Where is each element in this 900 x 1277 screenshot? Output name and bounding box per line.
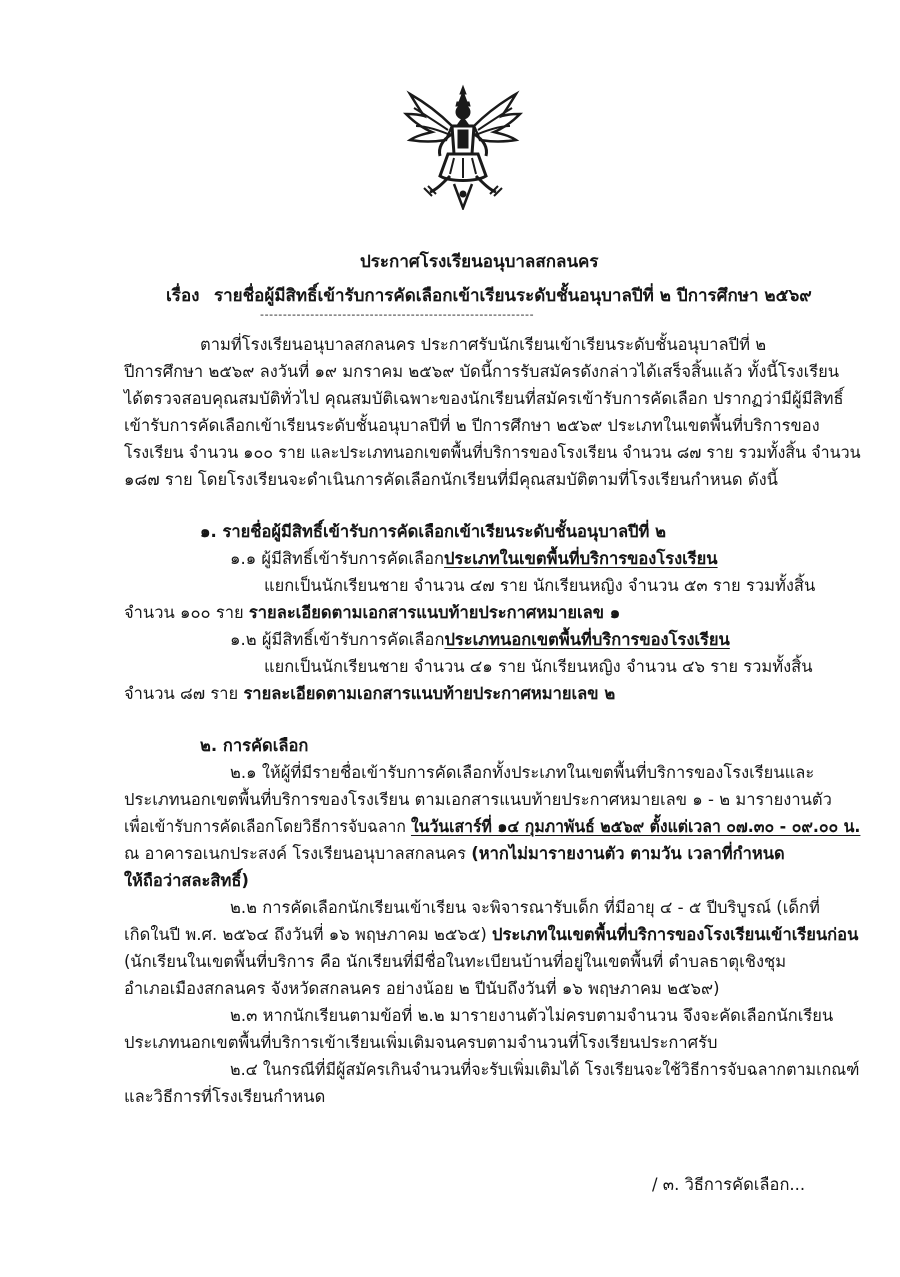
p22-line2	[124, 922, 858, 948]
p21-line4	[124, 841, 785, 867]
intro-line: เข้ารับการคัดเลือกเข้าเรียนระดับชั้นอนุบาลปีที่ ๒ ปีการศึกษา ๒๕๖๙ ประเภทในเขตพื้นที่บริการของ	[124, 416, 820, 435]
item-1-1	[230, 546, 718, 572]
intro-line: ๑๘๗ ราย โดยโรงเรียนจะดำเนินการคัดเลือกนักเรียนที่มีคุณสมบัติตามที่โรงเรียนกำหนด ดังนี้	[124, 470, 778, 489]
item-1-2-count: จำนวน ๘๗ ราย	[124, 684, 244, 703]
p24-line1: ๒.๔ ในกรณีที่มีผู้สมัครเกินจำนวนที่จะรับเพิ่มเติมได้ โรงเรียนจะใช้วิธีการจับฉลากตามเกณฑ์	[230, 1060, 860, 1079]
item-1-2-line1: แยกเป็นนักเรียนชาย จำนวน ๔๑ ราย นักเรียนหญิง จำนวน ๔๖ ราย รวมทั้งสิ้น	[264, 657, 813, 676]
p22-priority: ประเภทในเขตพื้นที่บริการของโรงเรียนเข้าเรียนก่อน	[492, 925, 859, 944]
item-1-1-attachment: รายละเอียดตามเอกสารแนบท้ายประกาศหมายเลข ๑	[248, 603, 621, 622]
item-1-1-count: จำนวน ๑๐๐ ราย	[124, 603, 249, 622]
item-1-2-attachment: รายละเอียดตามเอกสารแนบท้ายประกาศหมายเลข ๒	[243, 684, 616, 703]
announcement-title: ประกาศโรงเรียนอนุบาลสกลนคร	[360, 252, 599, 272]
p21-line2: ประเภทนอกเขตพื้นที่บริการของโรงเรียน ตามเอกสารแนบท้ายประกาศหมายเลข ๑ - ๒ มารายงานตัว	[124, 790, 832, 809]
p21-method: เพื่อเข้ารับการคัดเลือกโดยวิธีการจับฉลาก	[124, 817, 411, 836]
p21-warning: (หากไม่มารายงานตัว ตามวัน เวลาที่กำหนด	[471, 844, 785, 863]
intro-line: ตามที่โรงเรียนอนุบาลสกลนคร ประกาศรับนักเรียนเข้าเรียนระดับชั้นอนุบาลปีที่ ๒	[200, 335, 767, 354]
item-1-2	[230, 627, 730, 653]
p21-line3	[124, 814, 860, 840]
item-1-2-lead: ๑.๒ ผู้มีสิทธิ์เข้ารับการคัดเลือก	[230, 630, 445, 649]
item-1-1-line2	[124, 600, 620, 626]
item-1-2-type: ประเภทนอกเขตพื้นที่บริการของโรงเรียน	[444, 630, 730, 649]
intro-line: โรงเรียน จำนวน ๑๐๐ ราย และประเภทนอกเขตพื้นที่บริการของโรงเรียน จำนวน ๘๗ ราย รวมทั้งสิ้น จำนวน	[124, 443, 861, 462]
item-1-2-line2	[124, 681, 615, 707]
p23-line2: ประเภทนอกเขตพื้นที่บริการเข้าเรียนเพิ่มเติมจนครบตามจำนวนที่โรงเรียนประกาศรับ	[124, 1033, 718, 1052]
item-1-1-type: ประเภทในเขตพื้นที่บริการของโรงเรียน	[444, 549, 718, 568]
next-page-marker: / ๓. วิธีการคัดเลือก...	[652, 1175, 806, 1194]
section2-heading: ๒. การคัดเลือก	[200, 736, 309, 755]
subject-prefix: เรื่อง	[166, 286, 200, 306]
p21-line5: ให้ถือว่าสละสิทธิ์)	[124, 871, 249, 890]
p24-line2: และวิธีการที่โรงเรียนกำหนด	[124, 1087, 326, 1106]
intro-line: ได้ตรวจสอบคุณสมบัติทั่วไป คุณสมบัติเฉพาะของนักเรียนที่สมัครเข้ารับการคัดเลือก ปรากฏว่ามีผู้มีสิทธิ์	[124, 389, 844, 408]
p21-line1: ๒.๑ ให้ผู้ที่มีรายชื่อเข้ารับการคัดเลือกทั้งประเภทในเขตพื้นที่บริการของโรงเรียนและ	[230, 763, 815, 782]
item-1-1-lead: ๑.๑ ผู้มีสิทธิ์เข้ารับการคัดเลือก	[230, 549, 445, 568]
subject-line: รายชื่อผู้มีสิทธิ์เข้ารับการคัดเลือกเข้าเรียนระดับชั้นอนุบาลปีที่ ๒ ปีการศึกษา ๒๕๖๙	[214, 286, 812, 306]
intro-line: ปีการศึกษา ๒๕๖๙ ลงวันที่ ๑๙ มกราคม ๒๕๖๙ บัดนี้การรับสมัครดังกล่าวได้เสร็จสิ้นแล้ว ทั้งนี้โรงเรียน	[124, 362, 840, 381]
item-1-1-line1: แยกเป็นนักเรียนชาย จำนวน ๔๗ ราย นักเรียนหญิง จำนวน ๕๓ ราย รวมทั้งสิ้น	[264, 576, 816, 595]
p22-line1: ๒.๒ การคัดเลือกนักเรียนเข้าเรียน จะพิจารณารับเด็ก ที่มีอายุ ๔ - ๕ ปีบริบูรณ์ (เด็กที่	[230, 898, 820, 917]
garuda-emblem-icon	[402, 84, 524, 210]
p22-line4: อำเภอเมืองสกลนคร จังหวัดสกลนคร อย่างน้อย ๒ ปีนับถึงวันที่ ๑๖ พฤษภาคม ๒๕๖๙)	[124, 979, 720, 998]
p22-line3: (นักเรียนในเขตพื้นที่บริการ คือ นักเรียนที่มีชื่อในทะเบียนบ้านที่อยู่ในเขตพื้นที่ ตำบลธาตุเชิงชุม	[124, 952, 787, 971]
header-divider: ------------------------------------------------------------	[260, 308, 535, 321]
p22-birth-range: เกิดในปี พ.ศ. ๒๕๖๔ ถึงวันที่ ๑๖ พฤษภาคม ๒๕๖๕)	[124, 925, 493, 944]
p23-line1: ๒.๓ หากนักเรียนตามข้อที่ ๒.๒ มารายงานตัวไม่ครบตามจำนวน จึงจะคัดเลือกนักเรียน	[230, 1006, 834, 1025]
p21-date-time: ในวันเสาร์ที่ ๑๔ กุมภาพันธ์ ๒๕๖๙ ตั้งแต่เวลา ๐๗.๓๐ - ๐๙.๐๐ น.	[410, 817, 861, 836]
p21-venue: ณ อาคารอเนกประสงค์ โรงเรียนอนุบาลสกลนคร	[124, 844, 472, 863]
section1-heading: ๑. รายชื่อผู้มีสิทธิ์เข้ารับการคัดเลือกเข้าเรียนระดับชั้นอนุบาลปีที่ ๒	[200, 522, 667, 541]
